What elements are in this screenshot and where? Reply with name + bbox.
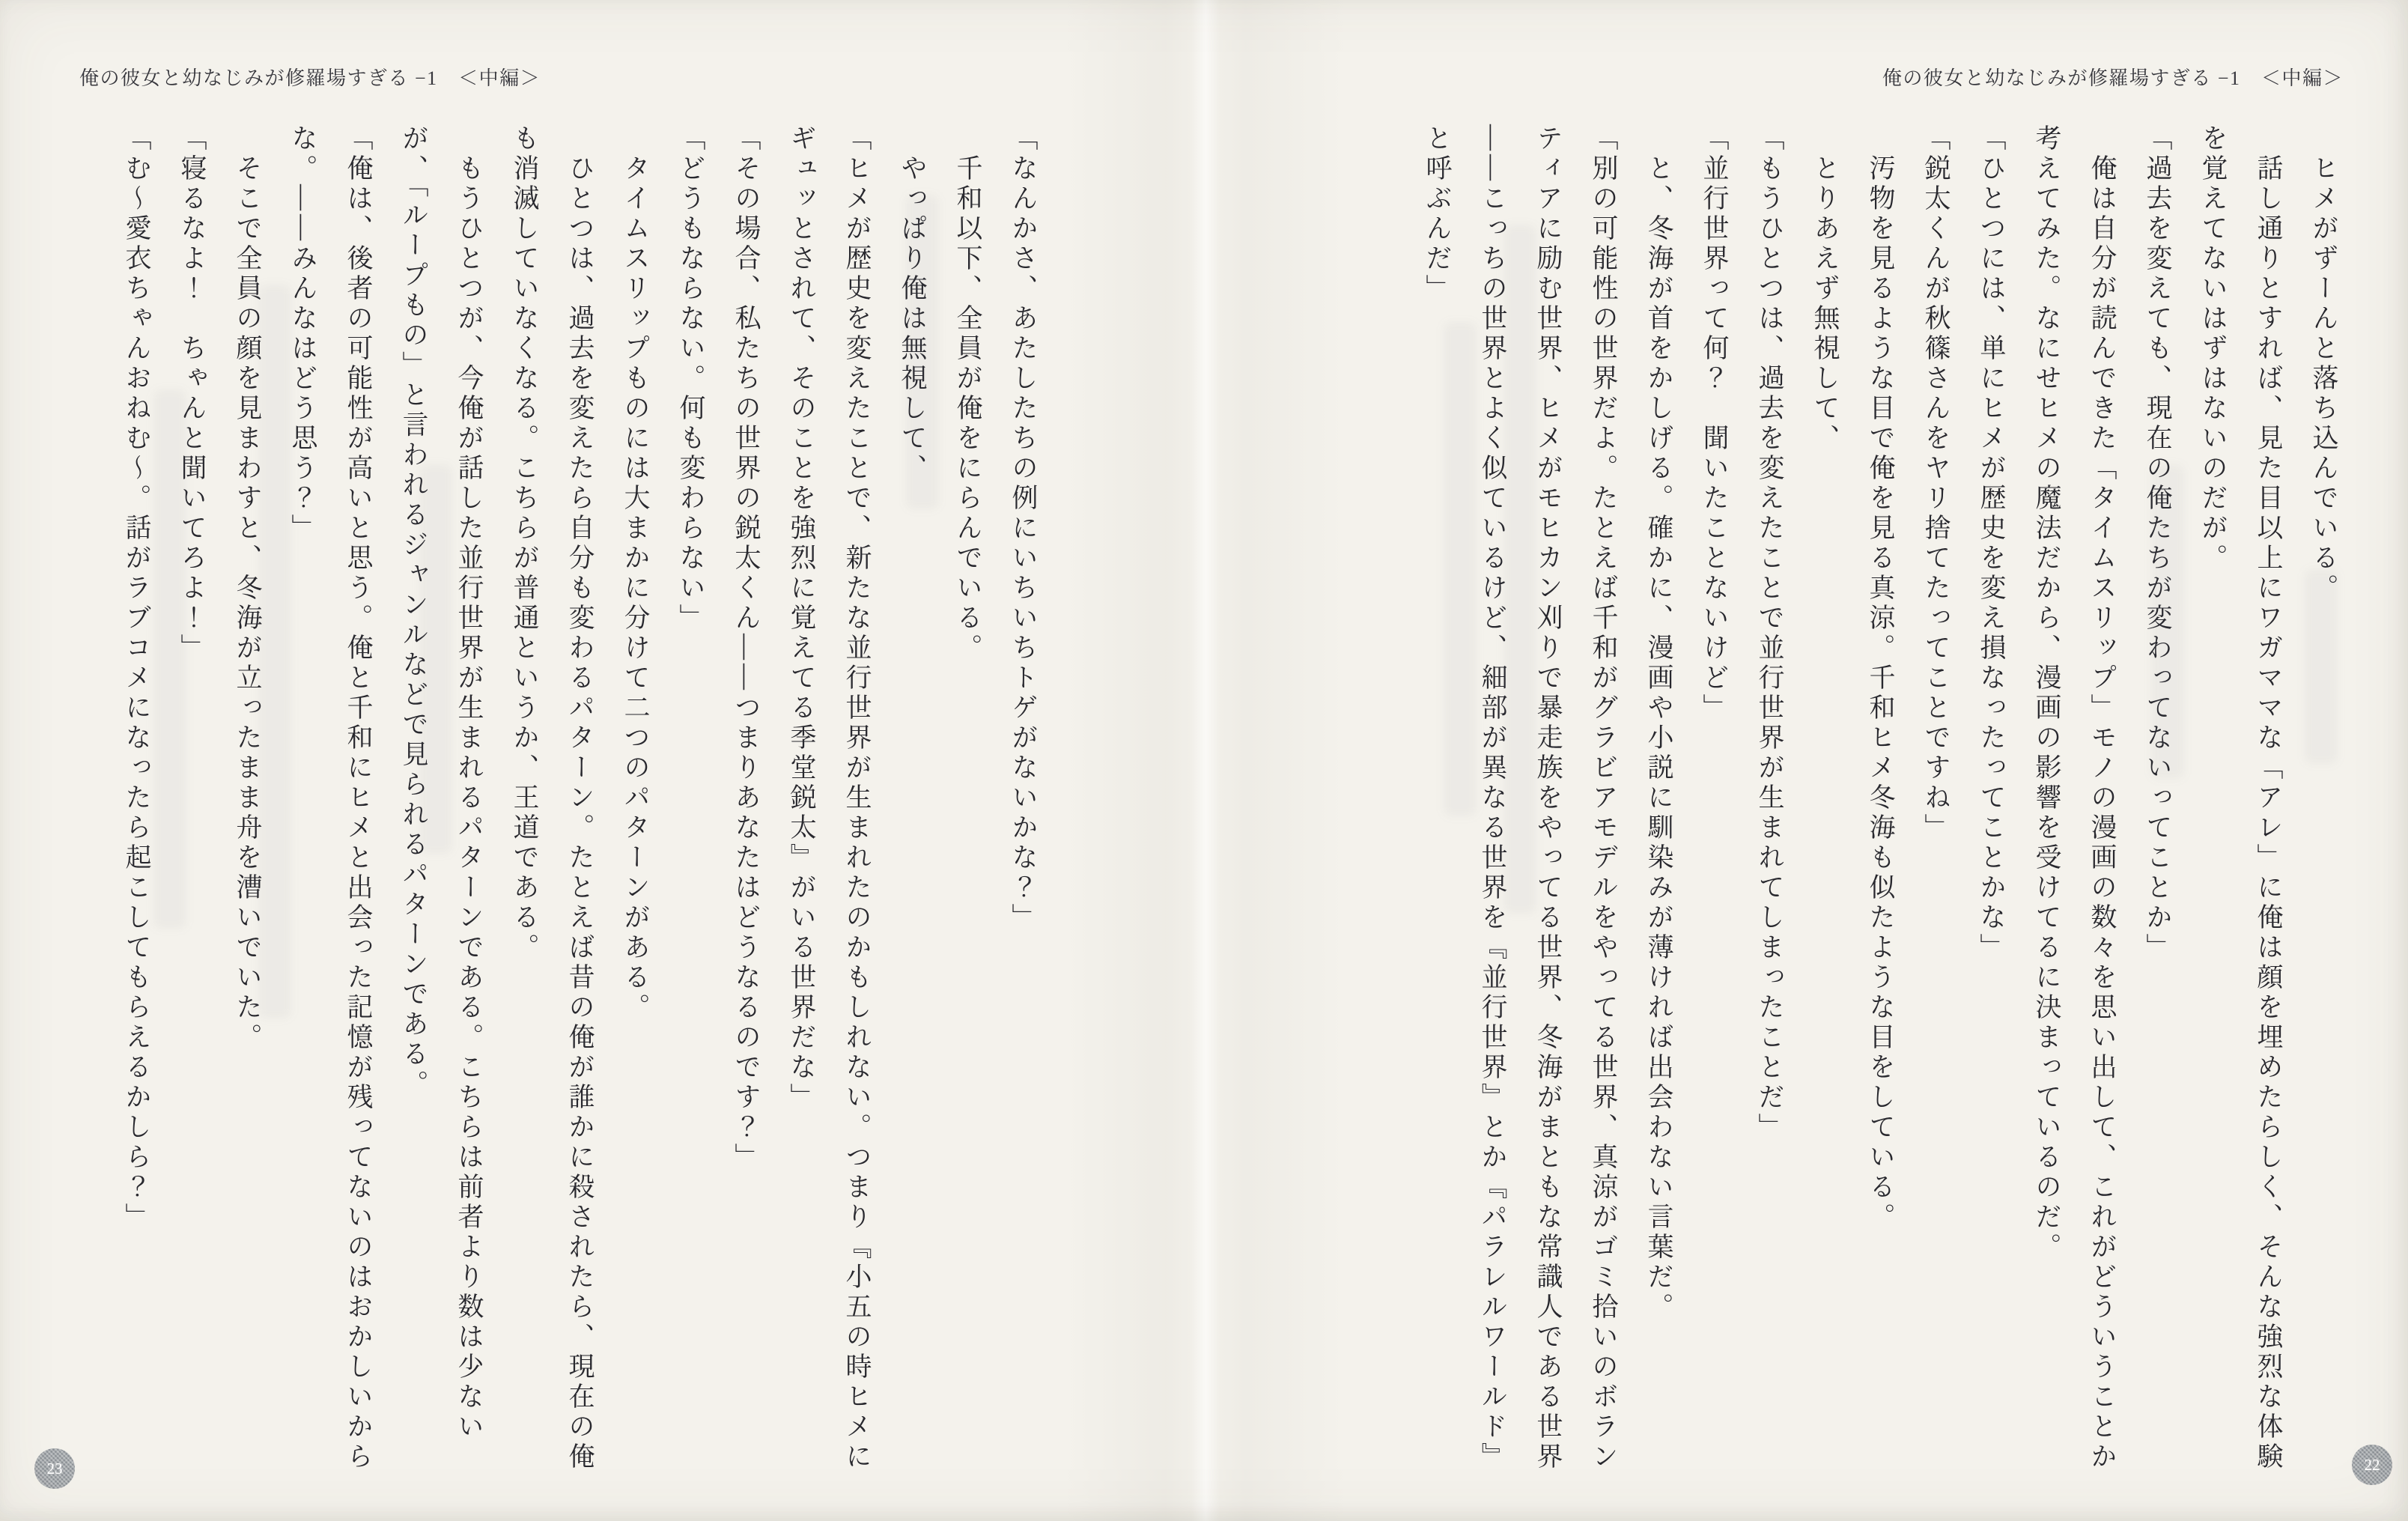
paragraph: そこで全員の顔を見まわすと、冬海が立ったまま舟を漕いでいた。: [233, 124, 262, 1053]
paragraph: 千和以下、全員が俺をにらんでいる。: [953, 124, 982, 664]
paragraph: 「その場合、私たちの世界の鋭太くん——つまりあなたはどうなるのです？」: [732, 124, 761, 1173]
paragraph: 「ヒメが歴史を変えたことで、新たな並行世界が生まれたのかもしれない。つまり『小五の時ヒメにギュッとされて、そのことを強烈に覚えてる季堂鋭太』がいる世界だな」: [787, 124, 872, 1472]
paragraph: 「別の可能性の世界だよ。たとえば千和がグラビアモデルをやってる世界、真涼がゴミ拾いのボランティアに励む世界、ヒメがモヒカン刈りで暴走族をやってる世界、冬海がまともな常識人である世界——こっちの世界とよく似ているけど、細部が異なる世界を『並行世界』とか『パラレルワールド』と呼ぶんだ」: [1423, 124, 1618, 1472]
page-number-badge: [2352, 1445, 2392, 1485]
paragraph: 汚物を見るような目で俺を見る真涼。千和ヒメ冬海も似たような目をしている。: [1866, 124, 1895, 1233]
paragraph: 「並行世界って何？ 聞いたことないけど」: [1700, 124, 1729, 723]
paragraph: ひとつは、過去を変えたら自分も変わるパターン。たとえば昔の俺が誰かに殺されたら、現在の俺も消滅していなくなる。こちらが普通というか、王道である。: [510, 124, 595, 1472]
paragraph: もうひとつが、今俺が話した並行世界が生まれるパターンである。こちらは前者より数は少ないが、「ループもの」と言われるジャンルなどで見られるパターンである。: [399, 124, 484, 1442]
running-title-right: 俺の彼女と幼なじみが修羅場すぎる −1 ＜中編＞: [1882, 67, 2344, 89]
running-title-left: 俺の彼女と幼なじみが修羅場すぎる −1 ＜中編＞: [79, 67, 541, 89]
paragraph: 「もうひとつは、過去を変えたことで並行世界が生まれてしまったことだ」: [1755, 124, 1784, 1143]
left-page-body-text: [55, 124, 1051, 1472]
paragraph: 「ひとつには、単にヒメが歴史を変え損なったってことかな」: [1977, 124, 2006, 963]
paragraph: と、冬海が首をかしげる。確かに、漫画や小説に馴染みが薄ければ出会わない言葉だ。: [1644, 124, 1673, 1323]
paragraph: 「鋭太くんが秋篠さんをヤリ捨てたってことですね」: [1921, 124, 1951, 843]
paragraph: 「なんかさ、あたしたちの例にいちいちトゲがないかな？」: [1009, 124, 1038, 933]
page-number: 23: [46, 1459, 63, 1478]
right-page-body-text: [1370, 124, 2351, 1472]
paragraph: ヒメがずーんと落ち込んでいる。: [2309, 124, 2338, 604]
paragraph: 話し通りとすれば、見た目以上にワガママな「アレ」に俺は顔を埋めたらしく、そんな強烈な体験を覚えてないはずはないのだが。: [2198, 124, 2283, 1472]
paragraph: 「寝るなよ！ ちゃんと聞いてろよ！」: [177, 124, 207, 664]
paragraph: 「どうもならない。何も変わらない」: [676, 124, 705, 634]
paragraph: 「俺は、後者の可能性が高いと思う。俺と千和にヒメと出会った記憶が残ってないのはおかしいからな。——みんなはどう思う？」: [288, 124, 373, 1472]
paragraph: 俺は自分が読んできた「タイムスリップ」モノの漫画の数々を思い出して、これがどういうことか考えてみた。なにせヒメの魔法だから、漫画の影響を受けてるに決まっているのだ。: [2032, 124, 2117, 1472]
paragraph: とりあえず無視して、: [1810, 124, 1840, 454]
page-number-badge: [34, 1448, 75, 1489]
page-number: 22: [2364, 1455, 2380, 1474]
paragraph: 「過去を変えても、現在の俺たちが変わってないってことか」: [2143, 124, 2172, 963]
paragraph: やっぱり俺は無視して、: [898, 124, 927, 484]
right-page: [1204, 0, 2408, 1521]
paragraph: 「む〜愛衣ちゃんおねむ〜。話がラブコメになったら起こしてもらえるかしら？」: [122, 124, 151, 1233]
paragraph: タイムスリップものには大まかに分けて二つのパターンがある。: [621, 124, 650, 1023]
